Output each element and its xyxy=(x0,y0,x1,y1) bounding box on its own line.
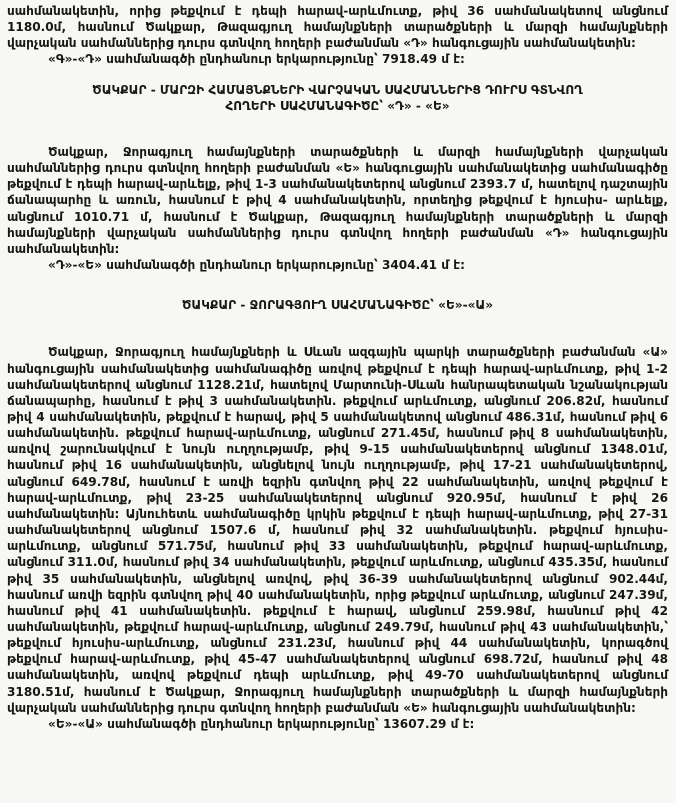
boundary-paragraph-e-a: Ծակքար, Ջորագյուղ համայնքների և Սևան ազգային պարկի տարածքների բաժանման «Ա» հանգուցային սահմանակետից սահմանագիծը առվով թեքվում է դեպի հարավ-արևմուտք, թիվ 1-2 սահմանակետերով անցնում 1128.21մ, հատելով Մարտունի-Սևան հանրապետական նշանակության ճանապարհը, հասնում է թիվ 3 սահմանակետին. թեքվում արևմուտք, անցնում 206.82մ, հասնում թիվ 4 սահմանակետին, թեքվում է հարավ, թիվ 5 սահմանակետով անցնում 486.31մ, հասնում թիվ 6 սահմանակետին. թեքվում հարավ-արևմուտք, անցնում 271.45մ, հասնում թիվ 8 սահմանակետին, առվով շարունակվում է նույն ուղղությամբ, թիվ 9-15 սահմանակետերով անցնում 1348.01մ, հասնում թիվ 16 սահմանակետին, անցնելով նույն ուղղությամբ, թիվ 17-21 սահմանակետերով, անցնում 649.78մ, հասնում է առվի եզրին գտնվող թիվ 22 սահմանակետին, առվով թեքվում է հարավ-արևմուտք, թիվ 23-25 սահմանակետերով անցնում 920.95մ, հասնում է թիվ 26 սահմանակետին: Այնուհետև սահմանագիծը կրկին թեքվում է դեպի հարավ-արևմուտք, թիվ 27-31 սահմանակետերով անցնում 1507.6 մ, հասնում թիվ 32 սահմանակետին. թեքվում հյուսիս-արևմուտք, անցնում 571.75մ, հասնում թիվ 33 սահմանակետին, թեքվում հարավ-արևմուտք, անցնում 311.0մ, հասնում թիվ 34 սահմանակետին, թեքվում արևմուտք, անցնում 435.35մ, հասնում թիվ 35 սահմանակետին, անցնելով առվով, թիվ 36-39 սահմանակետերով անցնում 902.44մ, հասնում առվի եզրին գտնվող թիվ 40 սահմանակետին, որից թեքվում արևմուտք, անցնում 247.39մ, հասնում թիվ 41 սահմանակետին. թեքվում է հարավ, անցնում 259.98մ, հասնում թիվ 42 սահմանակետին, թեքվում հարավ-արևմուտք, անցնում 249.79մ, հասնում թիվ 43 սահմանակետին,՝ թեքվում հյուսիս-արևմուտք, անցնում 231.23մ, հասնում թիվ 44 սահմանակետին, կորագծով թեքվում հարավ-արևմուտք, թիվ 45-47 սահմանակետերով անցնում 698.72մ, հասնում թիվ 48 սահմանակետին, առվով թեքվում դեպի արևմուտք, թիվ 49-70 սահմանակետերով անցնում 3180.51մ, հասնում է Ծակքար, Ջորագյուղ համայնքների տարածքների և մարզի համայնքների վարչական սահմաններից դուրս գտնվող հողերի բաժանման «Ե» հանգուցային սահմանակետին: xyxy=(7,345,668,715)
section-heading-e-a xyxy=(7,297,668,313)
section-heading-d-e-line2: ՀՈՂԵՐԻ ՍԱՀՄԱՆԱԳԻԾԸ՝ «Դ» - «Ե» xyxy=(225,98,450,113)
section-heading-d-e xyxy=(7,82,668,114)
section-heading-d-e-line1: ԾԱԿՔԱՐ - ՄԱՐԶԻ ՀԱՄԱՅՆՔՆԵՐԻ ՎԱՐՉԱԿԱՆ ՍԱՀՄԱՆՆԵՐԻՑ ԴՈՒՐՍ ԳՏՆՎՈՂ xyxy=(92,82,583,97)
segment-length-summary-d-e: «Դ»-«Ե» սահմանագծի ընդհանուր երկարությունը՝ 3404.41 մ է: xyxy=(48,258,465,273)
segment-length-summary-e-a: «Ե»-«Ա» սահմանագծի ընդհանուր երկարությունը՝ 13607.29 մ է: xyxy=(48,716,475,731)
continued-paragraph: սահմանակետին, որից թեքվում է դեպի հարավ-արևմուտք, թիվ 36 սահմանակետով անցնում 1180.0մ, հասնում Ծակքար, Թազագյուղ համայնքների տարածքների և մարզի համայնքների վարչական սահմաններից դուրս գտնվող հողերի բաժանման «Դ» հանգուցային սահմանակետին: xyxy=(7,4,668,51)
section-heading-e-a-line1: ԾԱԿՔԱՐ - ՋՈՐԱԳՅՈՒՂ ՍԱՀՄԱՆԱԳԻԾԸ՝ «Ե»-«Ա» xyxy=(181,298,494,313)
boundary-paragraph-d-e: Ծակքար, Ջորագյուղ համայնքների տարածքների և մարզի համայնքների վարչական սահմաններից դուրս գտնվող հողերի բաժանման «Ե» հանգուցային սահմանակետից սահմանագիծը թեքվում է դեպի հարավ-արևելք, թիվ 1-3 սահմանակետերով անցնում 2393.7 մ, հատելով դաշտային ճանապարհը և առուն, հասնում է թիվ 4 սահմանակետին, որտեղից թեքվում է հյուսիս- արևելք, անցնում 1010.71 մ, հասնում է Ծակքար, Թազագյուղ համայնքների տարածքների և մարզի համայնքների վարչական սահմաններից դուրս գտնվող հողերի բաժանման «Դ» հանգուցային սահմանակետին: xyxy=(7,144,668,256)
segment-length-summary-g-d: «Գ»-«Դ» սահմանագծի ընդհանուր երկարությունը՝ 7918.49 մ է: xyxy=(48,52,465,67)
